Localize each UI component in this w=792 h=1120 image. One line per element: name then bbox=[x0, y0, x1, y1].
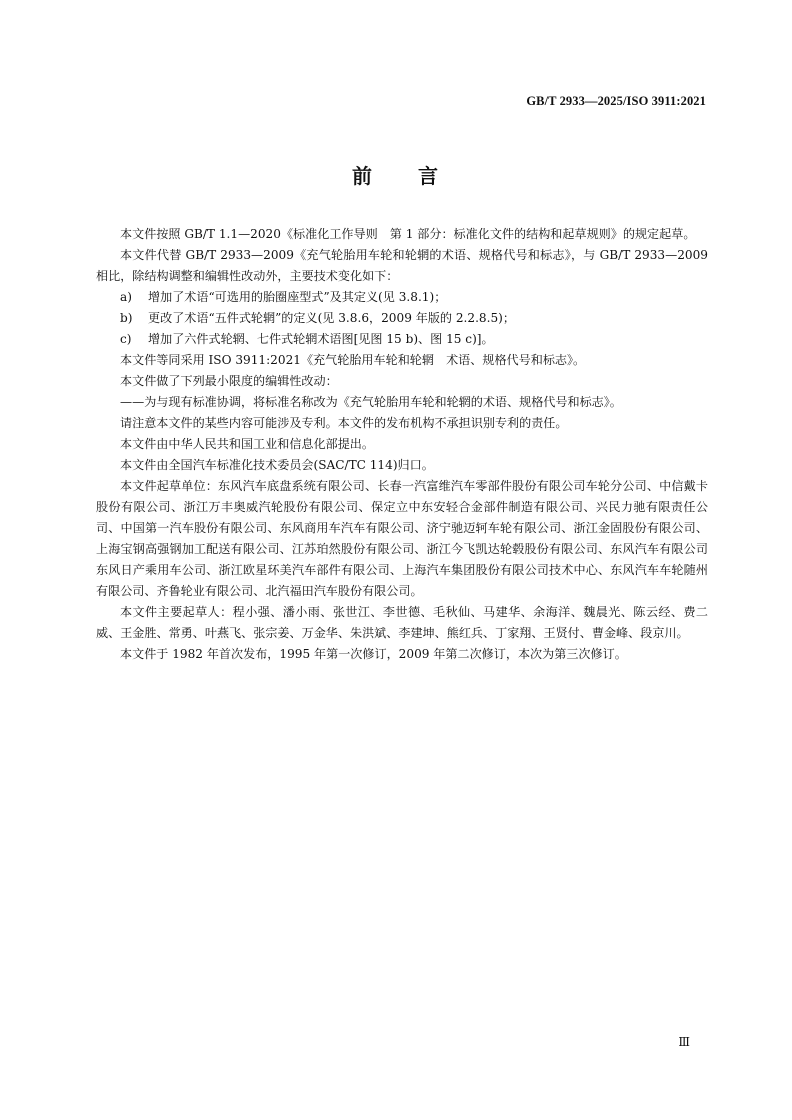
change-item-text: 更改了术语“五件式轮辋”的定义(见 3.8.6，2009 年版的 2.2.8.5)； bbox=[148, 311, 515, 325]
paragraph-patent-notice: 请注意本文件的某些内容可能涉及专利。本文件的发布机构不承担识别专利的责任。 bbox=[120, 416, 568, 430]
change-item-label: b) bbox=[120, 311, 133, 325]
page-title bbox=[0, 160, 792, 189]
paragraph-adoption: 本文件等同采用 ISO 3911:2021《充气轮胎用车轮和轮辋 术语、规格代号和标志》。 bbox=[120, 353, 586, 367]
change-item-label: a) bbox=[120, 290, 132, 304]
paragraph-editorial-changes: 本文件做了下列最小限度的编辑性改动： bbox=[120, 374, 338, 388]
change-item-label: c) bbox=[120, 332, 132, 346]
change-item bbox=[96, 287, 708, 308]
paragraph-drafting-rules: 本文件按照 GB/T 1.1—2020《标准化工作导则 第 1 部分：标准化文件的结构和起草规则》的规定起草。 bbox=[120, 227, 696, 241]
paragraph-proposed-by: 本文件由中华人民共和国工业和信息化部提出。 bbox=[120, 437, 374, 451]
change-item-text: 增加了六件式轮辋、七件式轮辋术语图[见图 15 b)、图 15 c)]。 bbox=[148, 332, 494, 346]
paragraph-name-change: ——为与现有标准协调，将标准名称改为《充气轮胎用车轮和轮辋的术语、规格代号和标志》。 bbox=[120, 395, 622, 409]
paragraph-drafters: 本文件主要起草人：程小强、潘小雨、张世江、李世德、毛秋仙、马建华、余海洋、魏晨光、陈云经、费二威、王金胜、常勇、叶燕飞、张宗姜、万金华、朱洪斌、李建坤、熊红兵、丁家翔、王贤付、曹金峰、段京川。 bbox=[96, 605, 708, 640]
change-item bbox=[96, 329, 708, 350]
change-item bbox=[96, 308, 708, 329]
paragraph-replaces: 本文件代替 GB/T 2933—2009《充气轮胎用车轮和轮辋的术语、规格代号和标志》，与 GB/T 2933—2009 相比，除结构调整和编辑性改动外，主要技术变化如下： bbox=[96, 248, 708, 283]
preface-body bbox=[96, 224, 708, 665]
page-number: Ⅲ bbox=[678, 1035, 690, 1049]
paragraph-administered-by: 本文件由全国汽车标准化技术委员会(SAC/TC 114)归口。 bbox=[120, 458, 434, 472]
change-item-text: 增加了术语“可选用的胎圈座型式”及其定义(见 3.8.1)； bbox=[148, 290, 447, 304]
title-char-1: 前 bbox=[352, 164, 374, 188]
paragraph-history: 本文件于 1982 年首次发布，1995 年第一次修订，2009 年第二次修订，本次为第三次修订。 bbox=[120, 647, 627, 661]
standard-code: GB/T 2933—2025/ISO 3911:2021 bbox=[526, 94, 706, 108]
paragraph-drafting-units: 本文件起草单位：东风汽车底盘系统有限公司、长春一汽富维汽车零部件股份有限公司车轮分公司、中信戴卡股份有限公司、浙江万丰奥威汽轮股份有限公司、保定立中东安轻合金部件制造有限公司、兴民力驰有限责任公司、中国第一汽车股份有限公司、东风商用车汽车有限公司、济宁驰迈轲车轮有限公司、浙江金固股份有限公司、上海宝钢高强钢加工配送有限公司、江苏珀然股份有限公司、浙江今飞凯达轮毂股份有限公司、东风汽车有限公司东风日产乘用车公司、浙江欧星环美汽车部件有限公司、上海汽车集团股份有限公司技术中心、东风汽车车轮随州有限公司、齐鲁轮业有限公司、北汽福田汽车股份有限公司。 bbox=[96, 479, 708, 598]
title-char-2: 言 bbox=[418, 164, 440, 188]
